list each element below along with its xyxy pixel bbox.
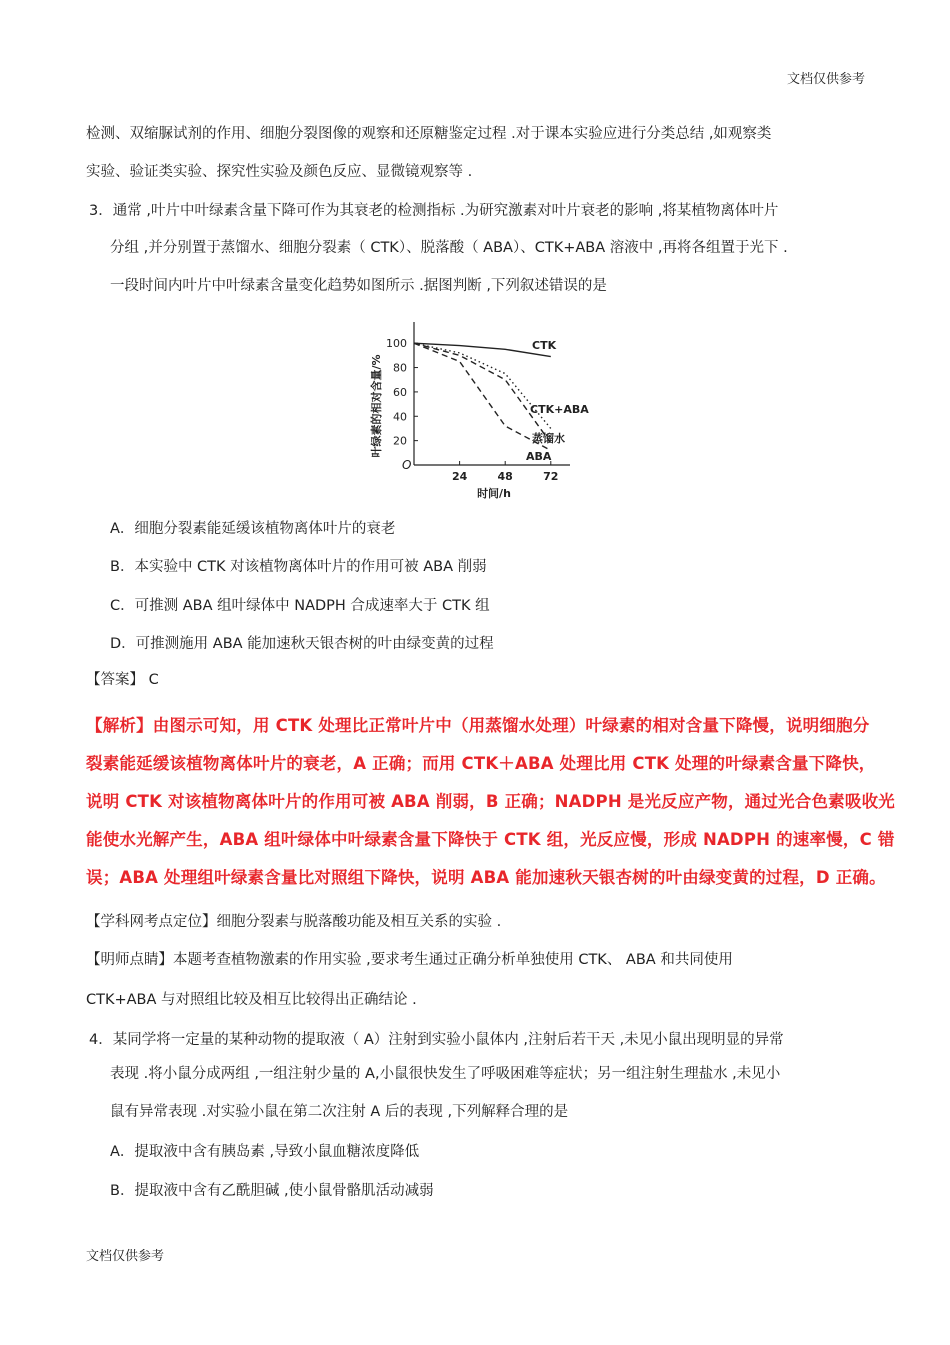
series-line-ABA	[414, 343, 551, 450]
dianjing-line-2: CTK+ABA 与对照组比较及相互比较得出正确结论 .	[86, 992, 417, 1008]
y-tick-label: 100	[386, 337, 407, 351]
analysis-line-5: 误；ABA 处理组叶绿素含量比对照组下降快，说明 ABA 能加速秋天银杏树的叶由绿变黄的过程，D 正确。	[86, 868, 886, 887]
q3-option-a: A．细胞分裂素能延缓该植物离体叶片的衰老	[110, 521, 396, 537]
q3-option-c: C．可推测 ABA 组叶绿体中 NADPH 合成速率大于 CTK 组	[110, 598, 490, 614]
q4-option-b: B．提取液中含有乙酰胆碱 ,使小鼠骨骼肌活动减弱	[110, 1183, 434, 1199]
q4-stem-line-1: 4．某同学将一定量的某种动物的提取液（ A）注射到实验小鼠体内 ,注射后若干天 ,未见小鼠出现明显的异常	[89, 1032, 784, 1048]
x-tick-label: 48	[497, 470, 513, 483]
q3-answer: 【答案】 C	[86, 672, 159, 688]
y-tick-label: 40	[393, 410, 407, 424]
analysis-line-1: 【解析】由图示可知，用 CTK 处理比正常叶片中（用蒸馏水处理）叶绿素的相对含量下降慢，说明细胞分	[86, 716, 870, 735]
y-tick-label: 80	[393, 361, 407, 375]
q3-stem-line-1: 3．通常 ,叶片中叶绿素含量下降可作为其衰老的检测指标 .为研究激素对叶片衰老的影响 ,将某植物离体叶片	[89, 203, 779, 219]
x-tick-label: 24	[451, 470, 468, 483]
q3-option-d: D．可推测施用 ABA 能加速秋天银杏树的叶由绿变黄的过程	[110, 636, 494, 652]
x-tick-label: 72	[543, 470, 559, 483]
footer-note: 文档仅供参考	[86, 1249, 165, 1264]
dianjing-line-1: 【明师点睛】本题考查植物激素的作用实验 ,要求考生通过正确分析单独使用 CTK、 ABA 和共同使用	[86, 952, 733, 968]
header-note: 文档仅供参考	[787, 72, 866, 87]
series-line-蒸馏水	[414, 343, 551, 443]
chart-lines	[414, 343, 551, 450]
series-line-CTK	[414, 343, 551, 356]
x-axis-label: 时间/h	[477, 487, 511, 500]
origin-label: O	[402, 458, 412, 472]
q3-stem-line-2: 分组 ,并分别置于蒸馏水、细胞分裂素（ CTK）、脱落酸（ ABA）、CTK+ABA 溶液中 ,再将各组置于光下 .	[110, 240, 788, 256]
series-label-CTK: CTK	[532, 339, 557, 352]
y-tick-label: 60	[393, 385, 407, 399]
intro-line-1: 检测、双缩脲试剂的作用、细胞分裂图像的观察和还原糖鉴定过程 .对于课本实验应进行分类总结 ,如观察类	[86, 126, 772, 142]
analysis-line-4: 能使水光解产生，ABA 组叶绿体中叶绿素含量下降快于 CTK 组，光反应慢，形成 NADPH 的速率慢，C 错	[86, 830, 895, 849]
chlorophyll-chart	[360, 312, 610, 502]
intro-line-2: 实验、验证类实验、探究性实验及颜色反应、显微镜观察等 .	[86, 164, 473, 180]
q4-option-a: A．提取液中含有胰岛素 ,导致小鼠血糖浓度降低	[110, 1144, 420, 1160]
q3-option-b: B．本实验中 CTK 对该植物离体叶片的作用可被 ABA 削弱	[110, 559, 487, 575]
kaodian-line: 【学科网考点定位】细胞分裂素与脱落酸功能及相互关系的实验 .	[86, 914, 502, 930]
q4-stem-line-2: 表现 .将小鼠分成两组 ,一组注射少量的 A,小鼠很快发生了呼吸困难等症状；另一组注射生理盐水 ,未见小	[110, 1066, 781, 1082]
y-axis-label: 叶绿素的相对含量/%	[370, 354, 383, 458]
analysis-line-3: 说明 CTK 对该植物离体叶片的作用可被 ABA 削弱，B 正确；NADPH 是光反应产物，通过光合色素吸收光	[86, 792, 895, 811]
series-label-CTK+ABA: CTK+ABA	[530, 403, 589, 416]
series-label-ABA: ABA	[526, 450, 552, 463]
q4-stem-line-3: 鼠有异常表现 .对实验小鼠在第二次注射 A 后的表现 ,下列解释合理的是	[110, 1104, 569, 1120]
q3-stem-line-3: 一段时间内叶片中叶绿素含量变化趋势如图所示 .据图判断 ,下列叙述错误的是	[110, 278, 607, 294]
series-label-蒸馏水: 蒸馏水	[532, 432, 565, 445]
analysis-line-2: 裂素能延缓该植物离体叶片的衰老，A 正确；而用 CTK＋ABA 处理比用 CTK 处理的叶绿素含量下降快，	[86, 754, 876, 773]
y-tick-label: 20	[393, 434, 407, 448]
